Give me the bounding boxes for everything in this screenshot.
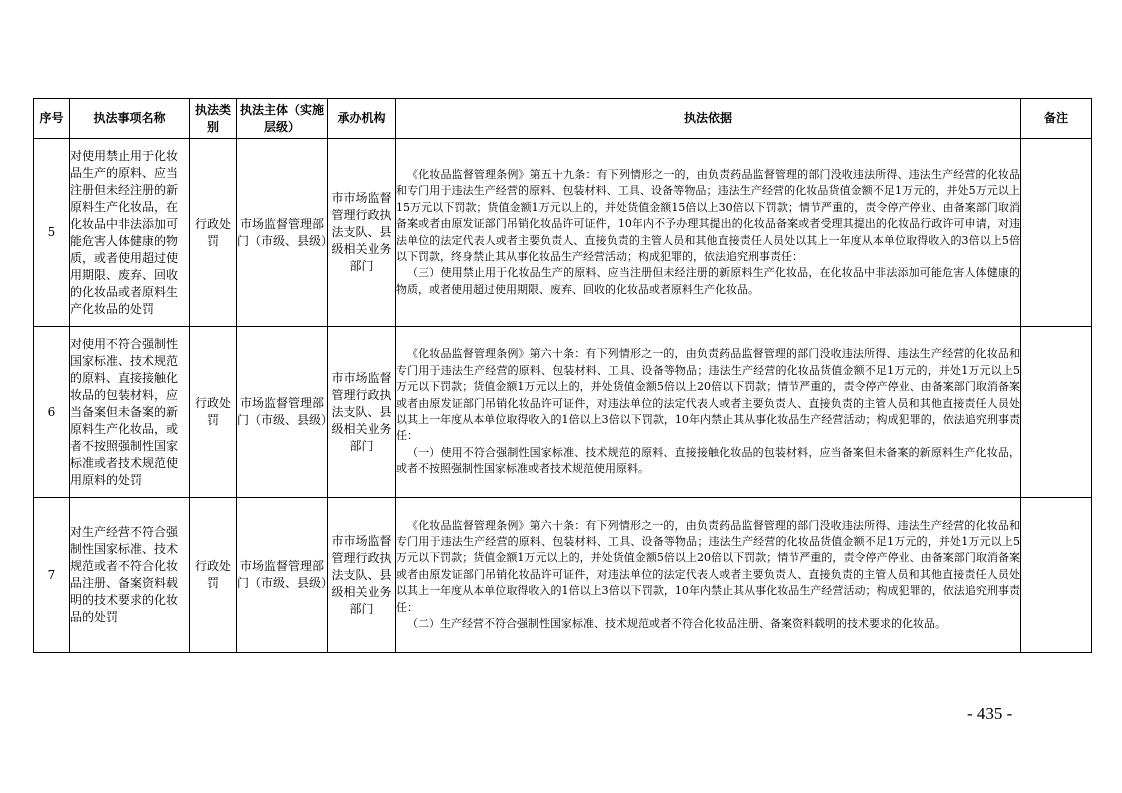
page-number: - 435 - (967, 704, 1013, 723)
basis-paragraph: （三）使用禁止用于化妆品生产的原料、应当注册但未经注册的新原料生产化妆品，在化妆品中非法添加可能危害人体健康的物质，或者使用超过使用期限、废弃、回收的化妆品或者原料生产化妆品。 (396, 266, 1020, 296)
basis-paragraph: （二）生产经营不符合强制性国家标准、技术规范或者不符合化妆品注册、备案资料载明的技术要求的化妆品。 (407, 617, 946, 631)
header-legal-basis: 执法依据 (396, 99, 1021, 139)
row-category: 行政处罚 (190, 327, 237, 498)
row-item-name: 对使用不符合强制性国家标准、技术规范的原料、直接接触化妆品的包装材料，应当备案但未备案的新原料生产化妆品，或者不按照强制性国家标准或者技术规范使用原料的处罚 (70, 327, 190, 498)
basis-paragraph: 《化妆品监督管理条例》第五十九条：有下列情形之一的，由负责药品监督管理的部门没收违法所得、违法生产经营的化妆品和专门用于违法生产经营的原料、包装材料、工具、设备等物品；违法生产经营的化妆品货值金额不足1万元的，并处5万元以上15万元以下罚款；货值金额1万元以上的，并处货值金额15倍以上30倍以下罚款；情节严重的，责令停产停业、由备案部门取消备案或者由原发证部门吊销化妆品许可证件，10年内不予办理其提出的化妆品备案或者受理其提出的化妆品行政许可申请，对违法单位的法定代表人或者主要负责人、直接负责的主管人员和其他直接责任人员处以其上一年度从本单位取得收入的3倍以上5倍以下罚款，终身禁止其从事化妆品生产经营活动；构成犯罪的，依法追究刑事责任： (396, 167, 1020, 263)
header-enforcement-entity: 执法主体（实施层级） (237, 99, 328, 139)
row-remarks (1021, 498, 1092, 653)
row-category: 行政处罚 (190, 498, 237, 653)
basis-paragraph: 《化妆品监督管理条例》第六十条：有下列情形之一的，由负责药品监督管理的部门没收违法所得、违法生产经营的化妆品和专门用于违法生产经营的原料、包装材料、工具、设备等物品；违法生产经营的化妆品货值金额不足1万元的，并处1万元以上5万元以下罚款；货值金额1万元以上的，并处货值金额5倍以上20倍以下罚款；情节严重的，责令停产停业、由备案部门取消备案或者由原发证部门吊销化妆品许可证件，对违法单位的法定代表人或者主要负责人、直接负责的主管人员和其他直接责任人员处以其上一年度从本单位取得收入的1倍以上3倍以下罚款，10年内禁止其从事化妆品生产经营活动；构成犯罪的，依法追究刑事责任： (396, 347, 1020, 443)
row-category: 行政处罚 (190, 139, 237, 327)
table-row (34, 139, 1092, 327)
row-entity: 市场监督管理部门（市级、县级） (237, 327, 328, 498)
row-entity: 市场监督管理部门（市级、县级） (237, 139, 328, 327)
table-header-row (34, 99, 1092, 139)
header-item-name: 执法事项名称 (70, 99, 190, 139)
row-legal-basis (396, 139, 1021, 327)
row-agency: 市市场监督管理行政执法支队、县级相关业务部门 (328, 498, 396, 653)
enforcement-table (33, 98, 1092, 653)
row-serial-number: 6 (34, 327, 70, 498)
header-handling-agency: 承办机构 (328, 99, 396, 139)
row-serial-number: 5 (34, 139, 70, 327)
row-serial-number: 7 (34, 498, 70, 653)
header-serial-number: 序号 (34, 99, 70, 139)
header-remarks: 备注 (1021, 99, 1092, 139)
table-row (34, 498, 1092, 653)
row-legal-basis (396, 498, 1021, 653)
row-remarks (1021, 327, 1092, 498)
row-remarks (1021, 139, 1092, 327)
table-row (34, 327, 1092, 498)
row-agency: 市市场监督管理行政执法支队、县级相关业务部门 (328, 327, 396, 498)
row-item-name: 对生产经营不符合强制性国家标准、技术规范或者不符合化妆品注册、备案资料载明的技术要求的化妆品的处罚 (70, 498, 190, 653)
row-entity: 市场监督管理部门（市级、县级） (237, 498, 328, 653)
basis-paragraph: 《化妆品监督管理条例》第六十条：有下列情形之一的，由负责药品监督管理的部门没收违法所得、违法生产经营的化妆品和专门用于违法生产经营的原料、包装材料、工具、设备等物品；违法生产经营的化妆品货值金额不足1万元的，并处1万元以上5万元以下罚款；货值金额1万元以上的，并处货值金额5倍以上20倍以下罚款；情节严重的，责令停产停业、由备案部门取消备案或者由原发证部门吊销化妆品许可证件，对违法单位的法定代表人或者主要负责人、直接负责的主管人员和其他直接责任人员处以其上一年度从本单位取得收入的1倍以上3倍以下罚款，10年内禁止其从事化妆品生产经营活动；构成犯罪的，依法追究刑事责任： (396, 518, 1020, 614)
row-legal-basis (396, 327, 1021, 498)
basis-paragraph: （一）使用不符合强制性国家标准、技术规范的原料、直接接触化妆品的包装材料，应当备案但未备案的新原料生产化妆品，或者不按照强制性国家标准或者技术规范使用原料。 (396, 445, 1020, 476)
header-enforcement-category: 执法类别 (190, 99, 237, 139)
row-item-name: 对使用禁止用于化妆品生产的原料、应当注册但未经注册的新原料生产化妆品，在化妆品中非法添加可能危害人体健康的物质，或者使用超过使用期限、废弃、回收的化妆品或者原料生产化妆品的处罚 (70, 139, 190, 327)
row-agency: 市市场监督管理行政执法支队、县级相关业务部门 (328, 139, 396, 327)
